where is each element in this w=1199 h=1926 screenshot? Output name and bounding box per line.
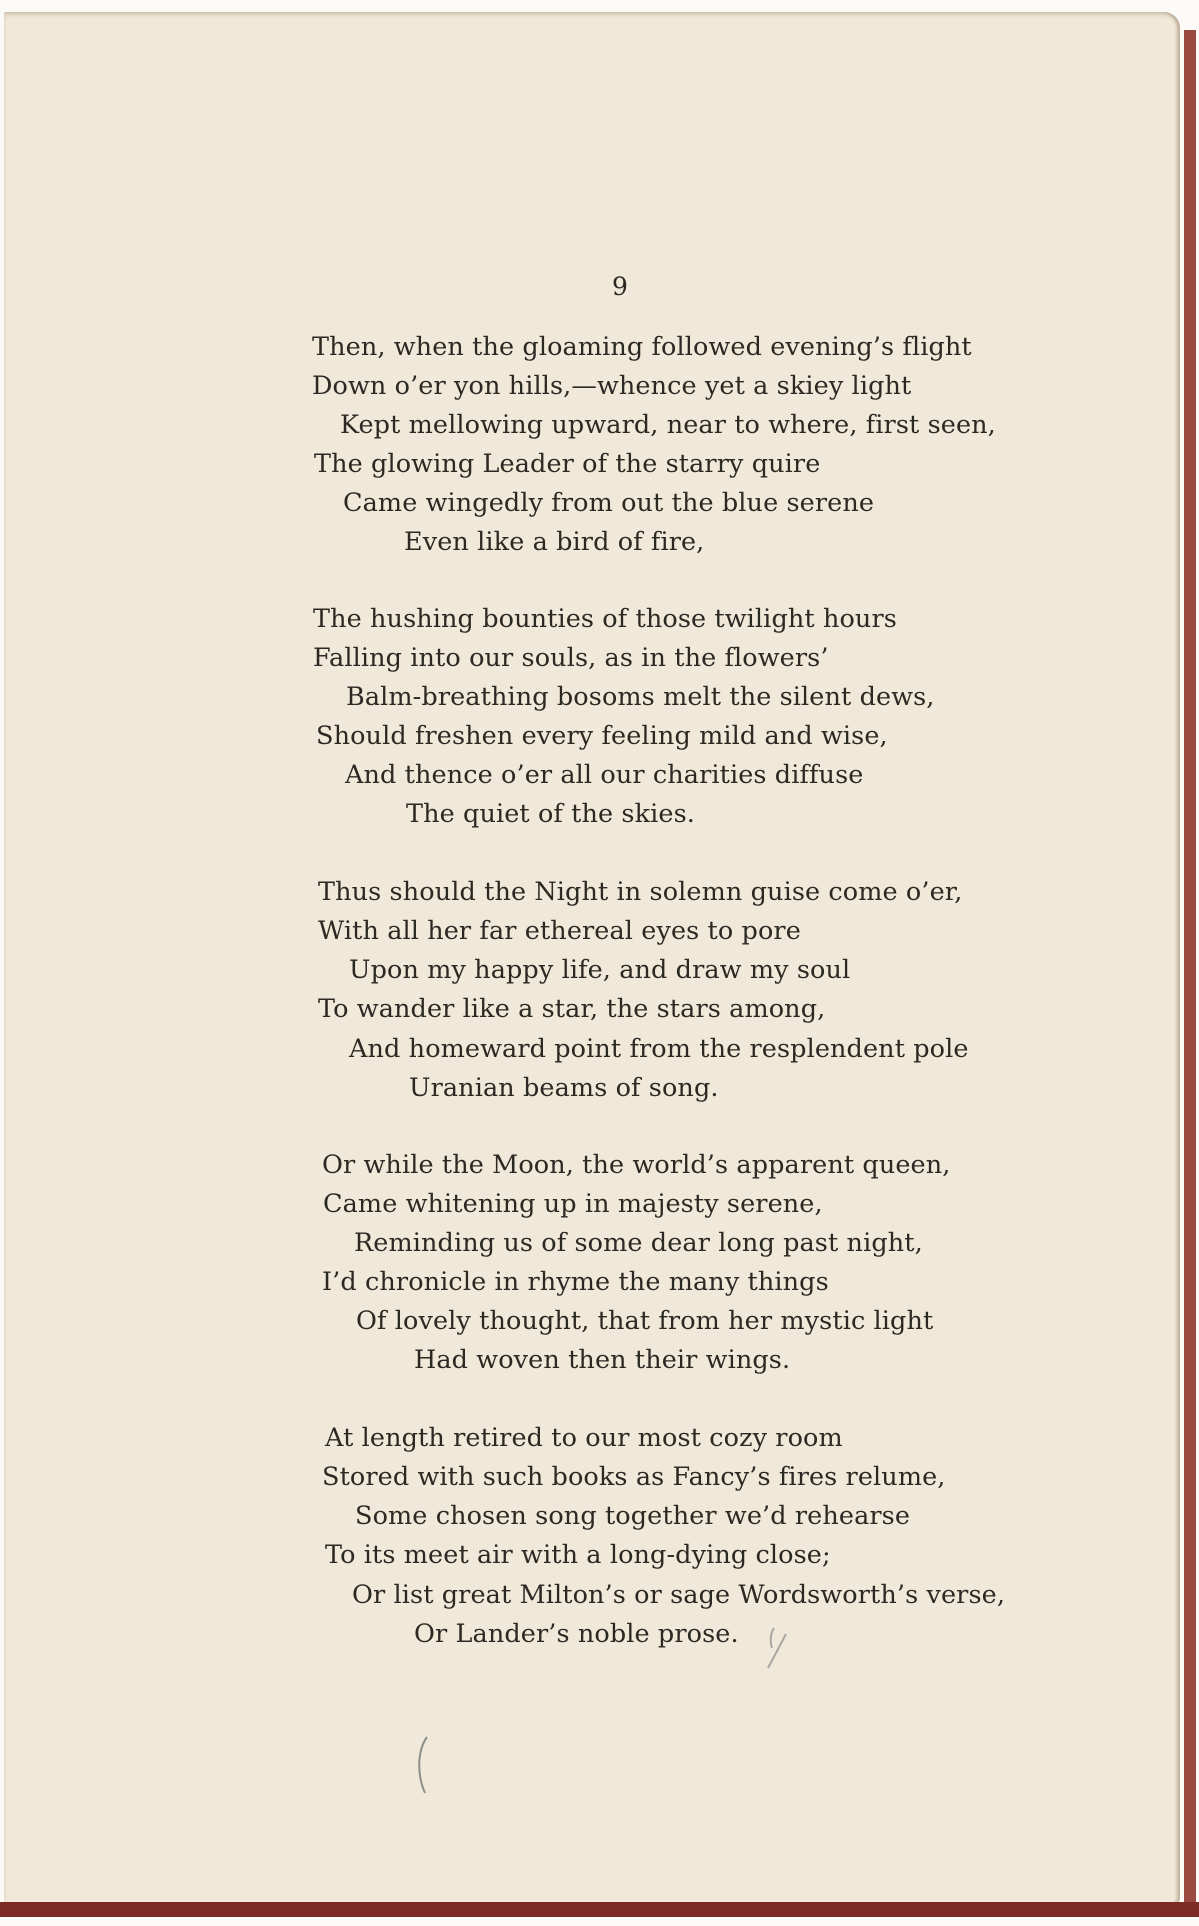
stanza-1-line-2: Down o’er yon hills,—whence yet a skiey light: [312, 371, 912, 401]
stanza-4-line-6: Had woven then their wings.: [414, 1345, 791, 1375]
stanza-1-line-6: Even like a bird of fire,: [404, 527, 705, 557]
page-bottom-margin: [0, 1917, 1199, 1926]
red-bottom-edge: [0, 1902, 1199, 1918]
stanza-3-line-2: With all her far ethereal eyes to pore: [318, 916, 801, 946]
stanza-5-line-2: Stored with such books as Fancy’s fires relume,: [322, 1462, 946, 1492]
stanza-2-line-4: Should freshen every feeling mild and wise,: [316, 721, 888, 751]
stanza-1-line-4: The glowing Leader of the starry quire: [314, 449, 821, 479]
stanza-5-line-5: Or list great Milton’s or sage Wordsworth’s verse,: [352, 1580, 1006, 1610]
page-number: 9: [612, 272, 628, 301]
stanza-2-line-5: And thence o’er all our charities diffuse: [345, 760, 864, 790]
stanza-5-line-3: Some chosen song together we’d rehearse: [355, 1501, 911, 1531]
stanza-5-line-1: At length retired to our most cozy room: [325, 1423, 843, 1453]
stanza-4-line-1: Or while the Moon, the world’s apparent queen,: [322, 1150, 951, 1180]
stanza-3-line-5: And homeward point from the resplendent pole: [349, 1034, 969, 1064]
stanza-2-line-1: The hushing bounties of those twilight hours: [313, 604, 897, 634]
stanza-4-line-4: I’d chronicle in rhyme the many things: [322, 1267, 829, 1297]
stanza-3-line-6: Uranian beams of song.: [409, 1073, 719, 1103]
stanza-4-line-2: Came whitening up in majesty serene,: [323, 1189, 823, 1219]
stanza-4-line-5: Of lovely thought, that from her mystic light: [356, 1306, 934, 1336]
stanza-5-line-4: To its meet air with a long-dying close;: [325, 1540, 831, 1570]
stanza-2-line-3: Balm-breathing bosoms melt the silent dews,: [346, 682, 935, 712]
stanza-1-line-3: Kept mellowing upward, near to where, first seen,: [340, 410, 996, 440]
pencil-mark-bracket: [760, 1624, 796, 1670]
stanza-2-line-2: Falling into our souls, as in the flowers’: [313, 643, 829, 673]
stanza-2-line-6: The quiet of the skies.: [406, 799, 696, 829]
stanza-4-line-3: Reminding us of some dear long past night,: [354, 1228, 923, 1258]
stanza-3-line-4: To wander like a star, the stars among,: [318, 994, 826, 1024]
stanza-1-line-5: Came wingedly from out the blue serene: [343, 488, 875, 518]
stanza-1-line-1: Then, when the gloaming followed evening’s flight: [312, 332, 972, 362]
stanza-5-line-6: Or Lander’s noble prose.: [414, 1619, 739, 1649]
pencil-mark-parenthesis: [413, 1735, 433, 1795]
stanza-3-line-1: Thus should the Night in solemn guise come o’er,: [318, 877, 963, 907]
stanza-3-line-3: Upon my happy life, and draw my soul: [349, 955, 851, 985]
red-binding-edge: [1184, 30, 1196, 1910]
